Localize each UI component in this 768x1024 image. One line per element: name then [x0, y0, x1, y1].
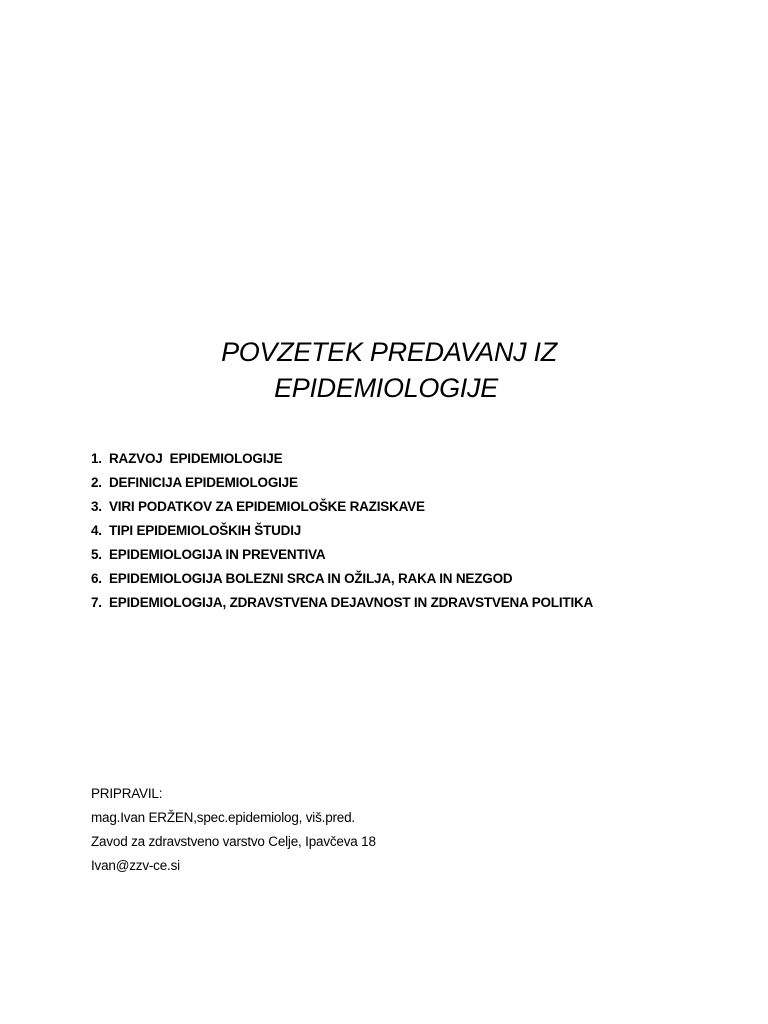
- toc-item-1: [91, 447, 593, 471]
- author-email: Ivan@zzv-ce.si: [91, 858, 180, 873]
- toc-item-number: 5.: [91, 547, 102, 562]
- toc-item-text: EPIDEMIOLOGIJA, ZDRAVSTVENA DEJAVNOST IN ZDRAVSTVENA POLITIKA: [109, 595, 594, 610]
- toc-item-number: 6.: [91, 571, 102, 586]
- toc-item-6: [91, 567, 593, 591]
- author-name: mag.Ivan ERŽEN,spec.epidemiolog, viš.pred.: [91, 810, 355, 825]
- table-of-contents: [91, 447, 593, 615]
- toc-item-number: 2.: [91, 475, 102, 490]
- toc-item-3: [91, 495, 593, 519]
- toc-item-4: [91, 519, 593, 543]
- document-title: [0, 334, 768, 406]
- toc-item-text: EPIDEMIOLOGIJA IN PREVENTIVA: [109, 547, 326, 562]
- toc-item-number: 4.: [91, 523, 102, 538]
- title-line-1: POVZETEK PREDAVANJ IZ: [221, 337, 557, 367]
- title-line-2: EPIDEMIOLOGIJE: [274, 373, 498, 403]
- author-block: [91, 782, 376, 878]
- toc-item-text: VIRI PODATKOV ZA EPIDEMIOLOŠKE RAZISKAVE: [109, 499, 425, 514]
- author-label: PRIPRAVIL:: [91, 786, 163, 801]
- toc-item-2: [91, 471, 593, 495]
- toc-item-text: EPIDEMIOLOGIJA BOLEZNI SRCA IN OŽILJA, RAKA IN NEZGOD: [109, 571, 513, 586]
- author-institution: Zavod za zdravstveno varstvo Celje, Ipavčeva 18: [91, 834, 376, 849]
- toc-item-text: TIPI EPIDEMIOLOŠKIH ŠTUDIJ: [109, 523, 302, 538]
- toc-item-7: [91, 591, 593, 615]
- toc-item-text: DEFINICIJA EPIDEMIOLOGIJE: [109, 475, 298, 490]
- toc-item-number: 1.: [91, 451, 102, 466]
- toc-item-5: [91, 543, 593, 567]
- toc-item-text: RAZVOJ EPIDEMIOLOGIJE: [109, 451, 283, 466]
- toc-item-number: 7.: [91, 595, 102, 610]
- toc-item-number: 3.: [91, 499, 102, 514]
